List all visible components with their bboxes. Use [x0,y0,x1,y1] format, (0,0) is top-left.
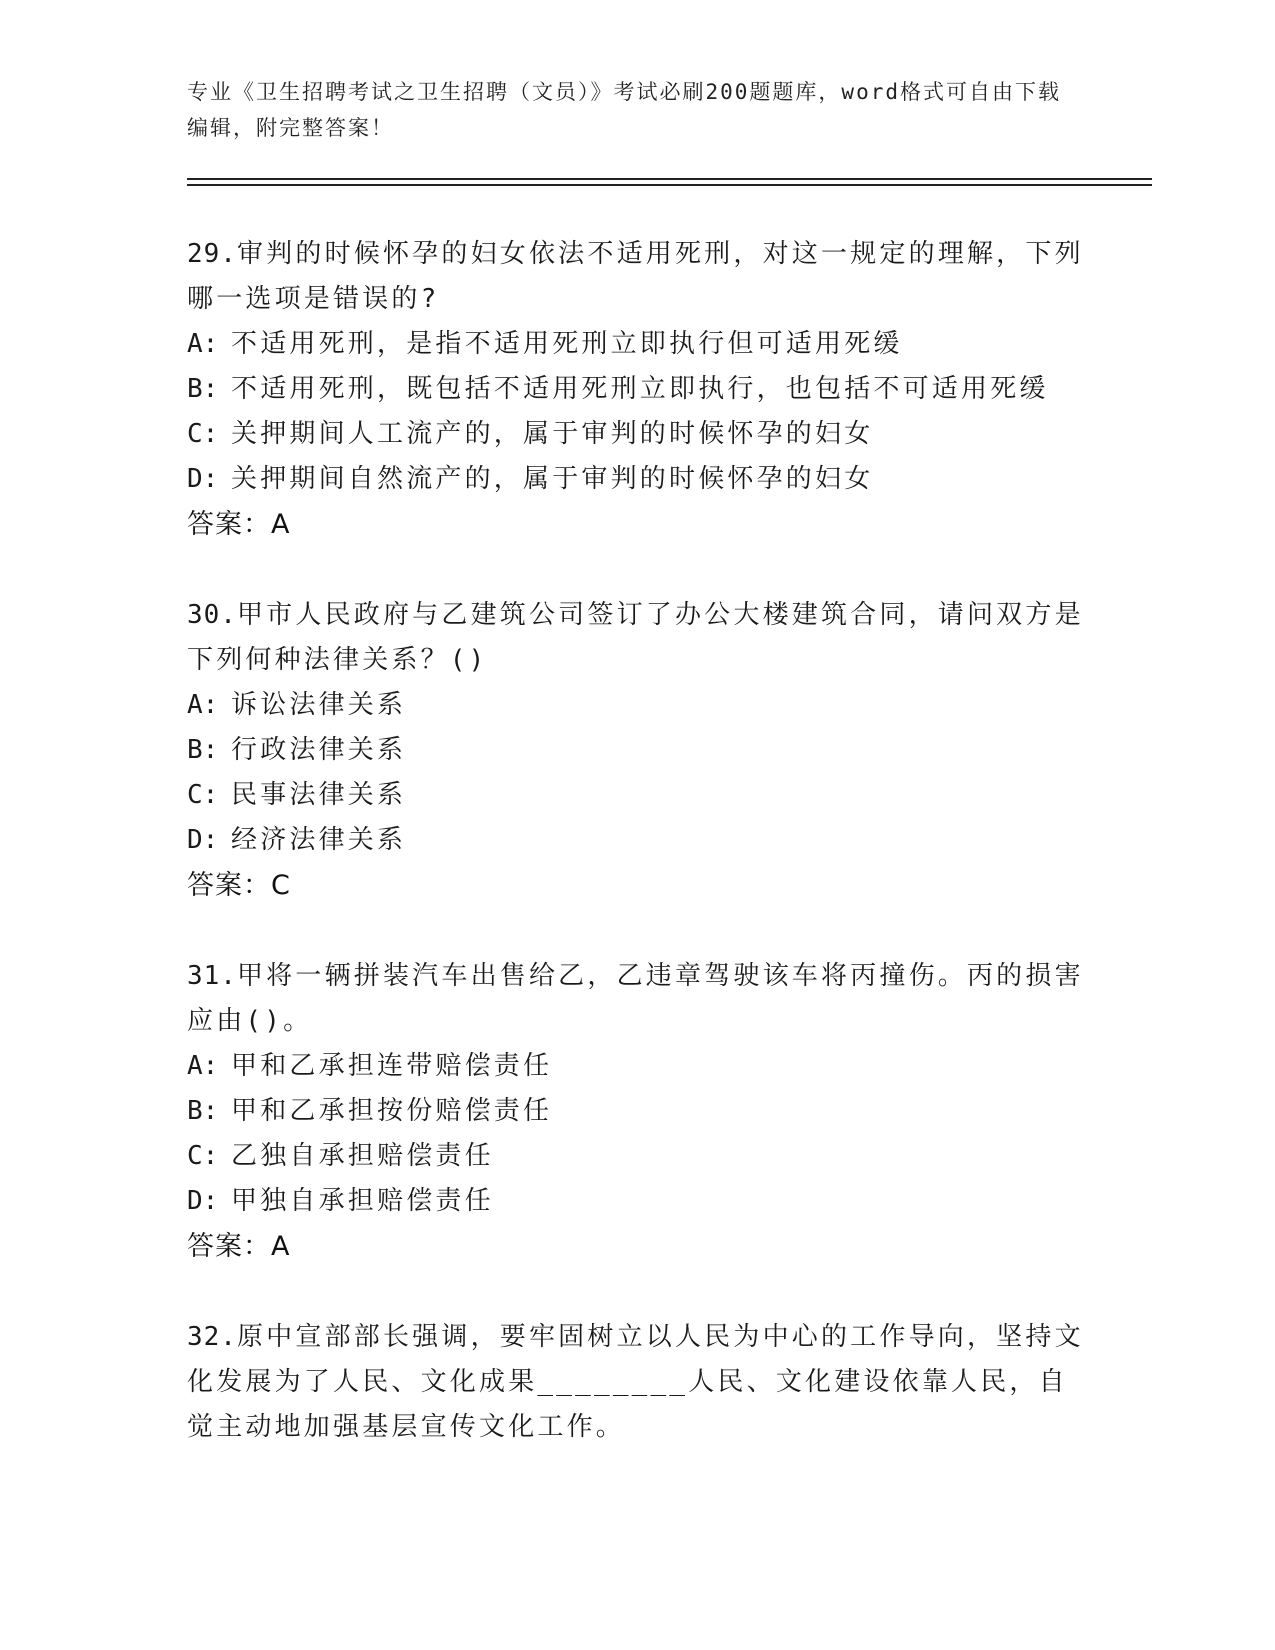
option-a [187,322,1087,367]
question-text [187,593,1087,683]
question-29 [187,232,1087,547]
question-number: 29. [187,239,237,269]
option-text: 甲独自承担赔偿责任 [231,1186,494,1216]
option-text: 关押期间人工流产的，属于审判的时候怀孕的妇女 [231,419,874,449]
option-c [187,773,1087,818]
header-divider-bottom [187,184,1152,186]
option-c [187,1134,1087,1179]
option-a [187,683,1087,728]
answer-line: 答案：A [187,509,291,540]
question-number: 31. [187,961,237,991]
option-text: 经济法律关系 [231,825,407,855]
option-text: 行政法律关系 [231,735,407,765]
option-d [187,1179,1087,1224]
question-31 [187,954,1087,1269]
option-letter: A: [187,1051,219,1081]
option-letter: B: [187,1096,219,1126]
option-a [187,1044,1087,1089]
answer-line: 答案：A [187,1231,291,1262]
question-30 [187,593,1087,908]
question-list [187,232,1087,1496]
question-body: 甲市人民政府与乙建筑公司签订了办公大楼建筑合同，请问双方是下列何种法律关系？() [187,600,1084,675]
option-letter: C: [187,1141,219,1171]
option-letter: B: [187,374,219,404]
option-text: 民事法律关系 [231,780,407,810]
answer-line: 答案：C [187,870,291,901]
document-header [187,74,1067,146]
question-text [187,232,1087,322]
option-letter: A: [187,690,219,720]
option-c [187,412,1087,457]
question-text [187,1315,1087,1450]
option-letter: B: [187,735,219,765]
question-body: 审判的时候怀孕的妇女依法不适用死刑，对这一规定的理解，下列哪一选项是错误的? [187,239,1084,314]
option-d [187,818,1087,863]
option-b [187,1089,1087,1134]
question-32 [187,1315,1087,1450]
option-letter: D: [187,464,219,494]
option-b [187,728,1087,773]
option-b [187,367,1087,412]
option-text: 诉讼法律关系 [231,690,407,720]
header-text: 专业《卫生招聘考试之卫生招聘（文员）》考试必刷200题题库，word格式可自由下载编辑，附完整答案！ [187,80,1061,140]
question-number: 30. [187,600,237,630]
option-d [187,457,1087,502]
header-divider-top [187,178,1152,180]
option-text: 关押期间自然流产的，属于审判的时候怀孕的妇女 [231,464,874,494]
option-letter: D: [187,1186,219,1216]
question-text [187,954,1087,1044]
option-text: 不适用死刑，是指不适用死刑立即执行但可适用死缓 [231,329,903,359]
option-letter: D: [187,825,219,855]
option-text: 甲和乙承担按份赔偿责任 [231,1096,553,1126]
option-text: 甲和乙承担连带赔偿责任 [231,1051,553,1081]
option-text: 乙独自承担赔偿责任 [231,1141,494,1171]
question-body: 甲将一辆拼装汽车出售给乙，乙违章驾驶该车将丙撞伤。丙的损害应由()。 [187,961,1084,1036]
question-number: 32. [187,1322,237,1352]
option-text: 不适用死刑，既包括不适用死刑立即执行，也包括不可适用死缓 [231,374,1049,404]
option-letter: A: [187,329,219,359]
option-letter: C: [187,419,219,449]
option-letter: C: [187,780,219,810]
question-body: 原中宣部部长强调，要牢固树立以人民为中心的工作导向，坚持文化发展为了人民、文化成果________人民、文化建设依靠人民，自觉主动地加强基层宣传文化工作。 [187,1322,1084,1442]
